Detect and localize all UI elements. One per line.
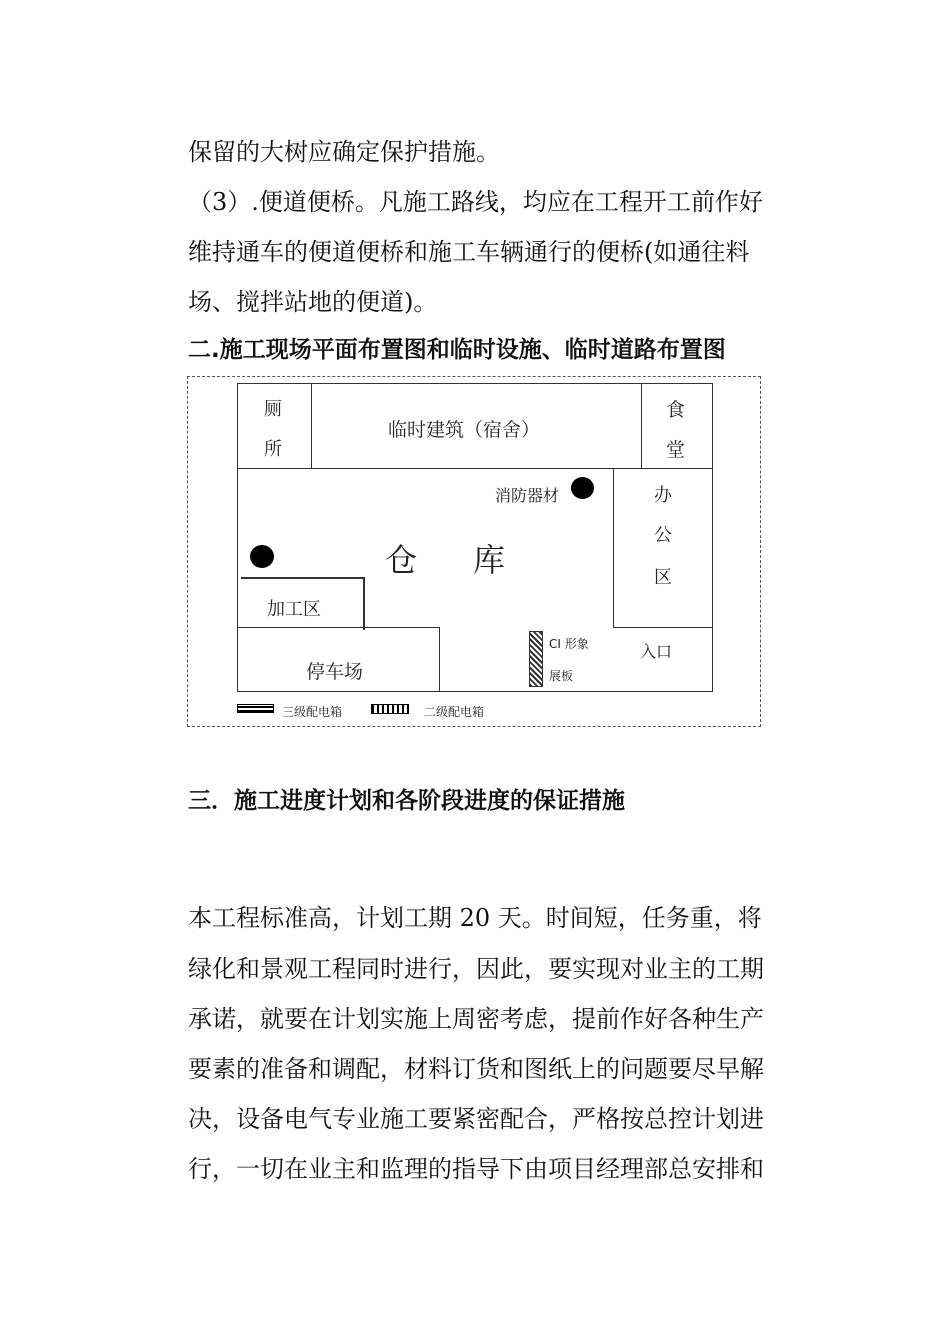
warehouse-label-1: 仓 — [385, 541, 418, 579]
office-label-2: 公 — [654, 525, 672, 546]
canteen-label-2: 堂 — [666, 439, 686, 461]
fire-equipment-label: 消防器材 — [495, 486, 560, 505]
paragraph-line-4: 要素的准备和调配，材料订货和图纸上的问题要尽早解 — [188, 1055, 764, 1083]
office-label-1: 办 — [654, 485, 672, 506]
parking-label: 停车场 — [306, 661, 364, 683]
paragraph-line-1: 本工程标准高，计划工期 20 天。时间短，任务重，将 — [188, 904, 762, 932]
processing-area-label: 加工区 — [267, 599, 321, 620]
body-line-2: （3）.便道便桥。凡施工路线，均应在工程开工前作好 — [188, 188, 763, 216]
body-line-3: 维持通车的便道便桥和施工车辆通行的便桥(如通往料 — [188, 238, 750, 266]
body-line-1: 保留的大树应确定保护措施。 — [188, 138, 500, 166]
level2-distribution-box-icon — [371, 704, 409, 714]
entrance-label: 入口 — [640, 642, 673, 661]
paragraph-line-5: 决，设备电气专业施工要紧密配合，严格按总控计划进 — [188, 1105, 764, 1133]
toilet-label-1: 厕 — [264, 399, 282, 420]
canteen-label-1: 食 — [666, 399, 686, 421]
paragraph-line-2: 绿化和景观工程同时进行，因此，要实现对业主的工期 — [188, 955, 764, 983]
office-label-3: 区 — [654, 567, 672, 588]
paragraph-line-6: 行，一切在业主和监理的指导下由项目经理部总安排和 — [188, 1155, 764, 1183]
toilet-label-2: 所 — [264, 439, 282, 460]
warehouse-label-2: 库 — [473, 541, 506, 579]
body-line-4: 场、搅拌站地的便道)。 — [188, 288, 438, 316]
legend-level2-label: 二级配电箱 — [424, 705, 485, 719]
legend-level3-label: 三级配电箱 — [282, 705, 343, 719]
site-layout-diagram — [187, 376, 761, 727]
temp-building-label: 临时建筑（宿舍） — [388, 419, 541, 441]
level3-distribution-box-icon — [237, 704, 274, 713]
distribution-box-marker — [250, 545, 274, 568]
fire-equipment-marker — [571, 477, 594, 499]
section-heading-2: 二.施工现场平面布置图和临时设施、临时道路布置图 — [188, 337, 726, 363]
ci-board-label-1: CI 形象 — [549, 637, 589, 651]
ci-board-marker — [529, 631, 543, 687]
section-heading-3: 三．施工进度计划和各阶段进度的保证措施 — [188, 788, 625, 814]
ci-board-label-2: 展板 — [549, 669, 574, 683]
paragraph-line-3: 承诺，就要在计划实施上周密考虑，提前作好各种生产 — [188, 1005, 764, 1033]
